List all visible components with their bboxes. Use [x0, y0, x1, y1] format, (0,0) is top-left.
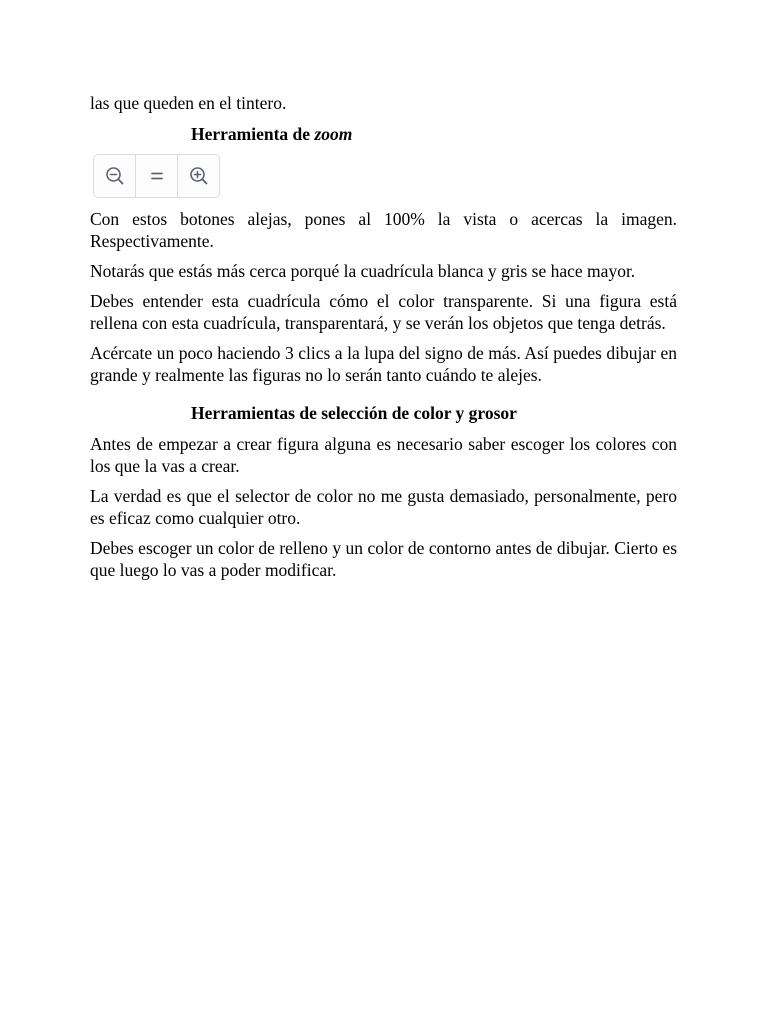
zoom-paragraph: Acércate un poco haciendo 3 clics a la lupa del signo de más. Así puedes dibujar en grande y realmente las figuras no lo serán tanto cuándo te alejes.	[90, 343, 677, 385]
color-paragraph: Debes escoger un color de relleno y un color de contorno antes de dibujar. Cierto es que luego lo vas a poder modificar.	[90, 538, 677, 580]
document-page	[90, 92, 677, 589]
zoom-paragraph: Debes entender esta cuadrícula cómo el color transparente. Si una figura está rellena con esta cuadrícula, transparentará, y se verán los objetos que tenga detrás.	[90, 291, 677, 333]
zoom-paragraph: Notarás que estás más cerca porqué la cuadrícula blanca y gris se hace mayor.	[90, 261, 636, 281]
intro-fragment: las que queden en el tintero.	[90, 93, 287, 113]
zoom-out-button[interactable]	[94, 155, 136, 197]
color-section-heading: Herramientas de selección de color y grosor	[191, 403, 517, 423]
color-paragraph: La verdad es que el selector de color no me gusta demasiado, personalmente, pero es eficaz como cualquier otro.	[90, 486, 677, 528]
zoom-heading-emphasis: zoom	[314, 124, 353, 144]
zoom-in-icon	[189, 166, 209, 186]
reset-zoom-icon	[147, 166, 167, 186]
zoom-out-icon	[105, 166, 125, 186]
zoom-heading-prefix: Herramienta de	[191, 124, 315, 144]
zoom-paragraph: Con estos botones alejas, pones al 100% la vista o acercas la imagen. Respectivamente.	[90, 209, 677, 251]
zoom-toolbar	[93, 154, 220, 198]
zoom-in-button[interactable]	[178, 155, 219, 197]
color-paragraph: Antes de empezar a crear figura alguna es necesario saber escoger los colores con los que la vas a crear.	[90, 434, 677, 476]
zoom-section-heading	[90, 123, 677, 145]
reset-zoom-button[interactable]	[136, 155, 178, 197]
